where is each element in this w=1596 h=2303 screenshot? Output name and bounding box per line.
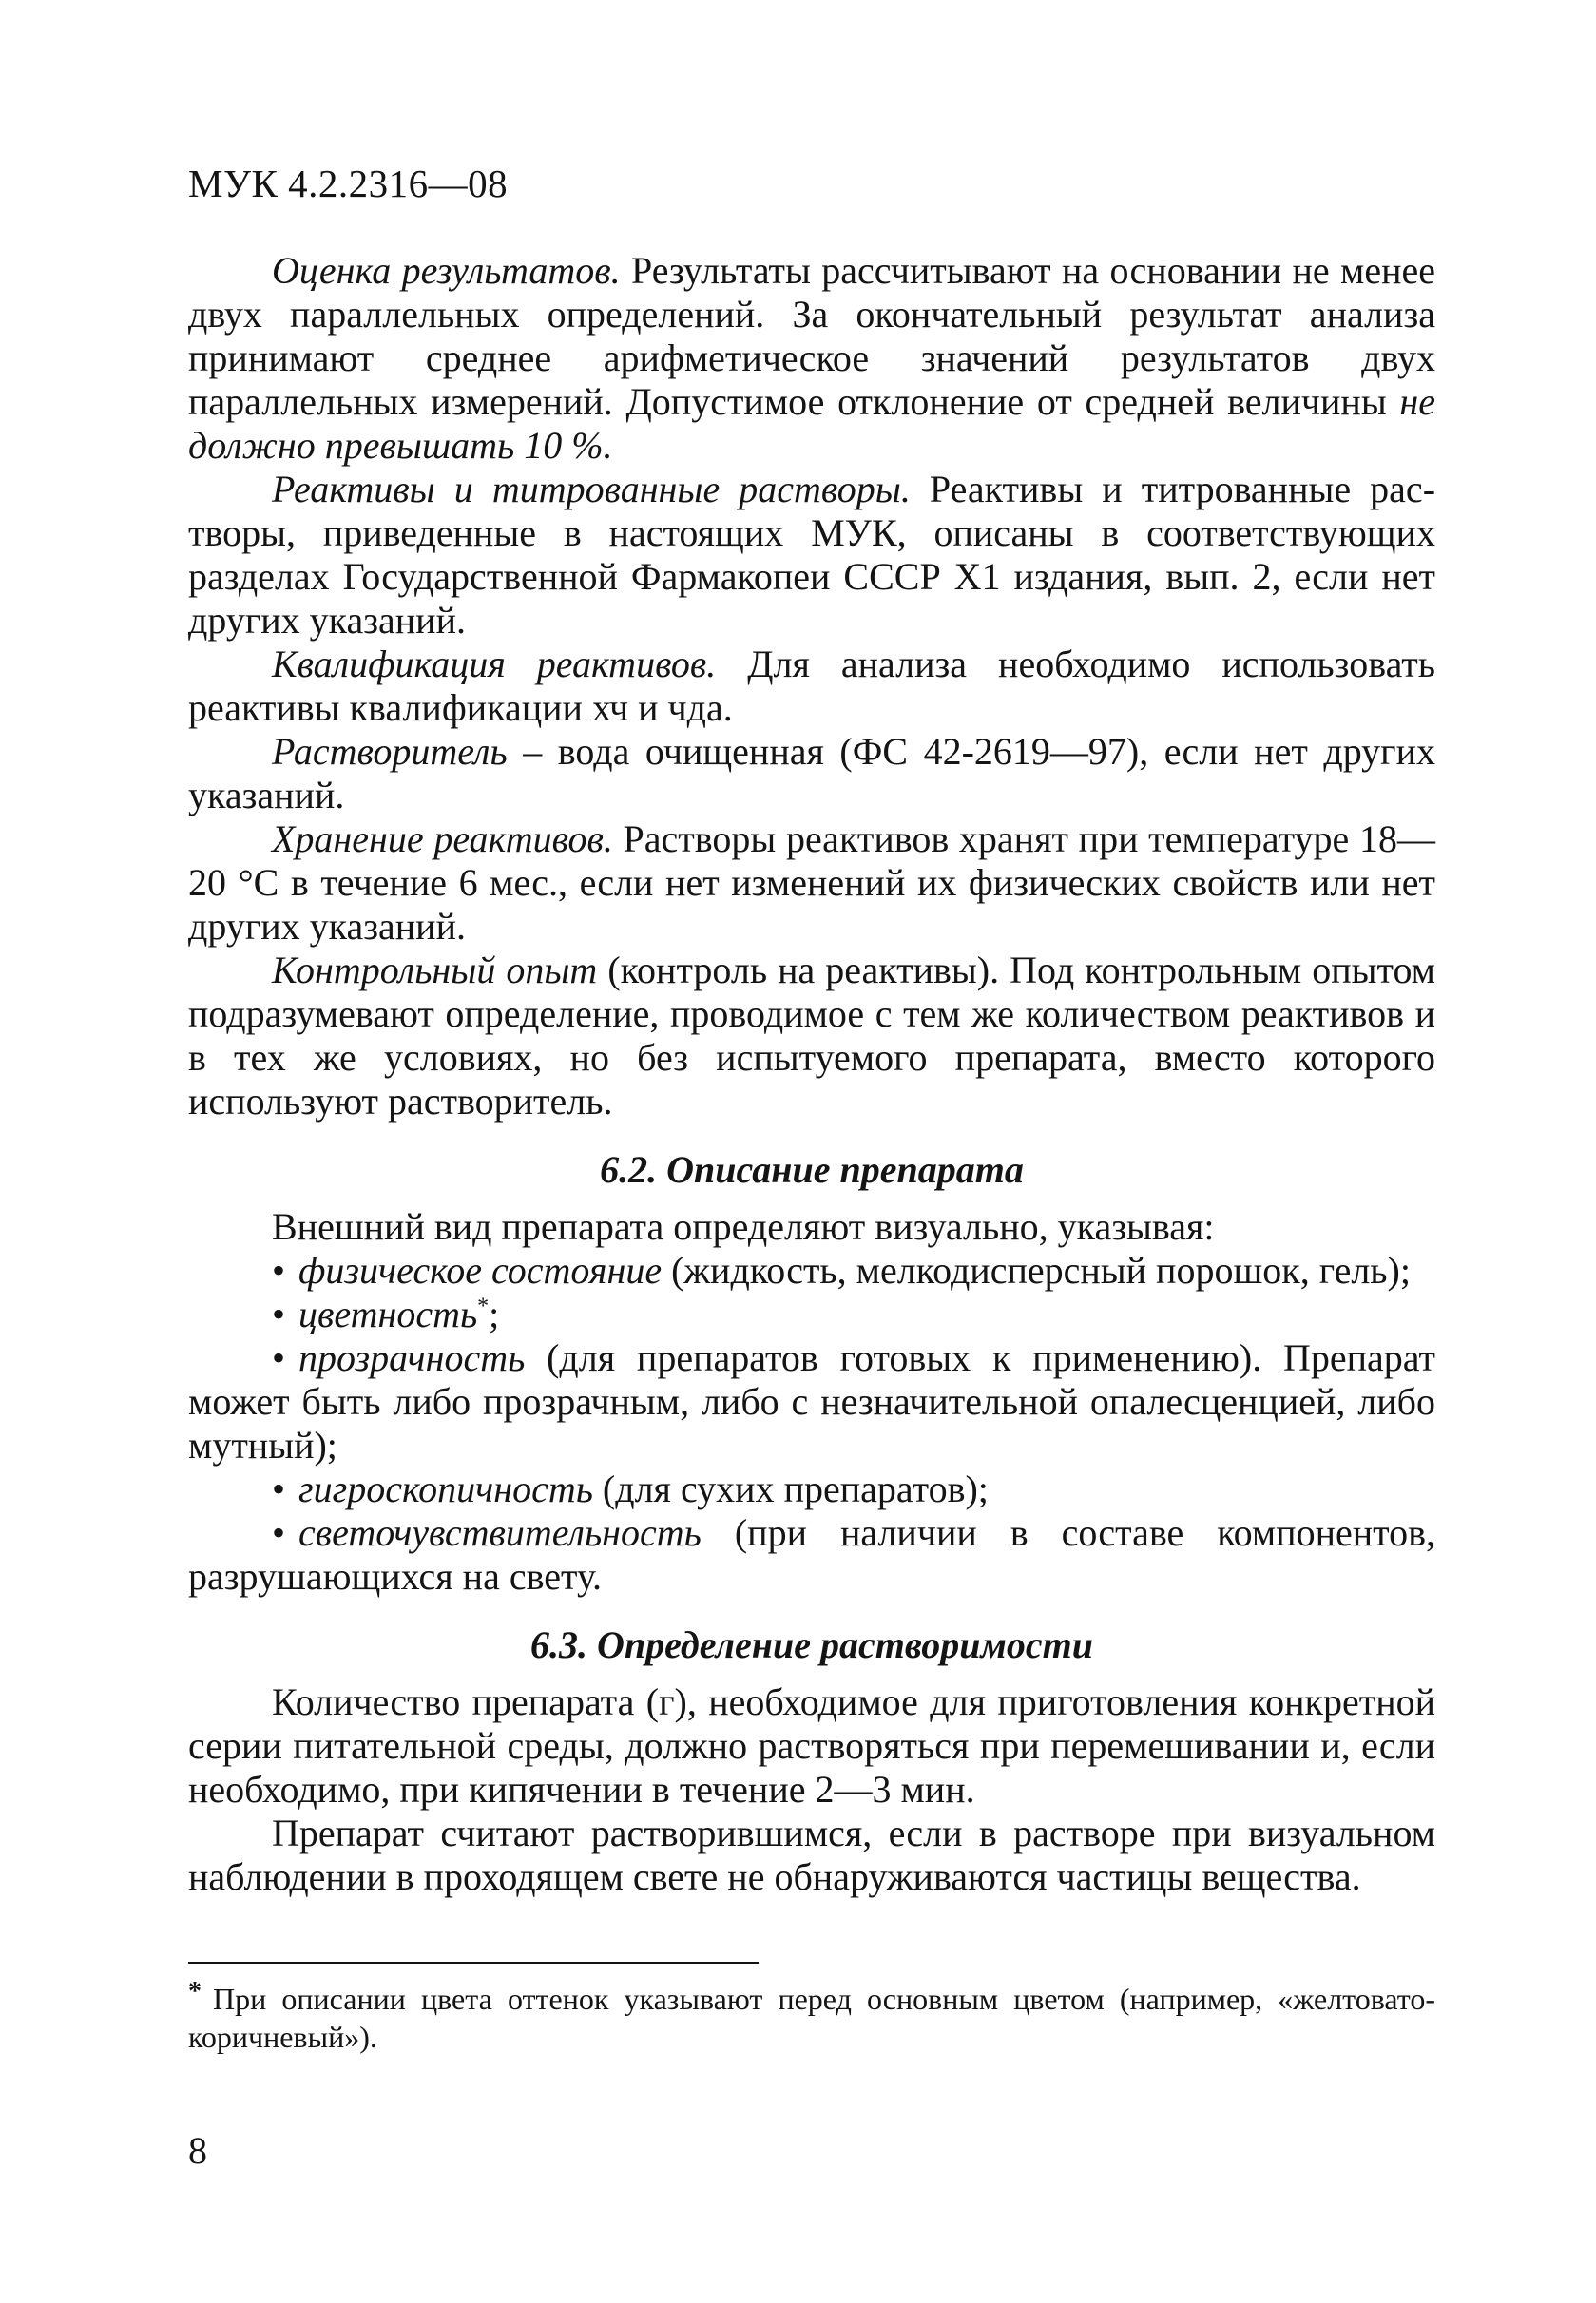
list-item — [188, 1249, 1435, 1293]
document-id-header: МУК 4.2.2316—08 — [188, 162, 509, 205]
list-item-text: ; — [489, 1293, 500, 1335]
list-item-text: (жидкость, мелкодисперсный порошок, гель); — [662, 1249, 1411, 1292]
section-6-3-paragraph: Препарат считают растворившимся, если в растворе при визуальном наблюдении в проходящем свете не обнаруживаются частицы вещества. — [188, 1812, 1435, 1898]
paragraph-storage — [188, 817, 1435, 949]
list-item — [188, 1293, 1435, 1336]
footnote-text: При описании цвета оттенок указывают перед основным цветом (например, «желтовато-коричневый»). — [188, 1982, 1435, 2054]
list-item-text: (для препаратов готовых к применению). Препарат может быть либо прозрачным, либо с незначительной опалесценцией, либо мутный); — [188, 1336, 1435, 1467]
main-text — [188, 249, 1435, 1899]
footnote — [188, 1973, 1435, 2056]
list-item-term: гигроскопичность — [298, 1468, 593, 1510]
term-qualification: Квалификация реактивов. — [272, 643, 717, 685]
list-item — [188, 1336, 1435, 1468]
description-list — [188, 1249, 1435, 1599]
list-item-term: прозрачность — [298, 1336, 526, 1379]
list-item — [188, 1468, 1435, 1511]
paragraph-text: Для анализа необходимо использовать реактивы квалификации хч и чда. — [188, 643, 1436, 729]
term-results-evaluation: Оценка результатов. — [272, 249, 621, 292]
term-storage: Хранение реактивов. — [272, 817, 613, 860]
section-6-3-paragraph: Количество препарата (г), необходимое для приготовления конкретной серии питательной среды, должно растворяться при перемешивании и, если необходимо, при кипячении в течение 2—3 мин. — [188, 1680, 1435, 1811]
paragraph-text: Результаты рассчитывают на основании не менее двух параллельных определений. За окончательный результат анализа принимают среднее арифметическое значений результатов двух параллельных измерений. Допустимое отклонение от средней величины — [188, 249, 1435, 423]
paragraph-text: (контроль на реактивы). Под контрольным опытом подразумевают определение, проводимое с тем же количеством реактивов и в тех же условиях, но без испытуемого препарата, вместо которого используют растворитель. — [188, 949, 1435, 1123]
section-title-6-3: 6.3. Определение растворимости — [530, 1623, 1093, 1666]
list-item-term: цветность — [298, 1293, 478, 1335]
list-item-term: светочувствительность — [298, 1511, 702, 1554]
bullet-icon: • — [272, 1249, 286, 1292]
list-item-term: физическое состояние — [298, 1249, 663, 1292]
bullet-icon: • — [272, 1511, 286, 1554]
bullet-icon: • — [272, 1293, 286, 1335]
page-number: 8 — [188, 2129, 207, 2172]
paragraph-reagents — [188, 468, 1435, 643]
list-item-text: (при наличии в составе компонентов, разрушающихся на свету. — [188, 1511, 1435, 1598]
paragraph-results-evaluation — [188, 249, 1435, 468]
paragraph-solvent — [188, 730, 1435, 817]
bullet-icon: • — [272, 1468, 286, 1510]
list-item-text: (для сухих препаратов); — [592, 1468, 989, 1510]
paragraph-control-test — [188, 949, 1435, 1123]
paragraph-text: Растворы реактивов хранят при температуре 18—20 °С в течение 6 мес., если нет изменений их физических свойств или нет других указаний. — [188, 817, 1436, 948]
term-solvent: Растворитель — [272, 730, 508, 773]
term-deviation: не должно превышать 10 %. — [188, 380, 1435, 467]
bullet-icon: • — [272, 1336, 286, 1379]
section-title-6-2: 6.2. Описание препарата — [600, 1148, 1024, 1191]
footnote-reference: * — [477, 1294, 490, 1319]
term-reagents: Реактивы и титрованные растворы. — [272, 468, 911, 510]
paragraph-text: Реактивы и титрованные растворы, приведенные в настоящих МУК, описаны в соответствующих разделах Государственной Фармакопеи СССР X1 издания, вып. 2, если нет других указаний. — [188, 468, 1436, 642]
term-control-test: Контрольный опыт — [272, 949, 598, 991]
section-6-2-intro: Внешний вид препарата определяют визуально, указывая: — [272, 1205, 1215, 1248]
paragraph-reagent-qualification — [188, 643, 1435, 730]
paragraph-text: – вода очищенная (ФС 42-2619—97), если нет других указаний. — [188, 730, 1435, 816]
footnote-divider — [188, 1962, 759, 1964]
footnote-mark: * — [188, 1977, 202, 2006]
list-item — [188, 1511, 1435, 1599]
